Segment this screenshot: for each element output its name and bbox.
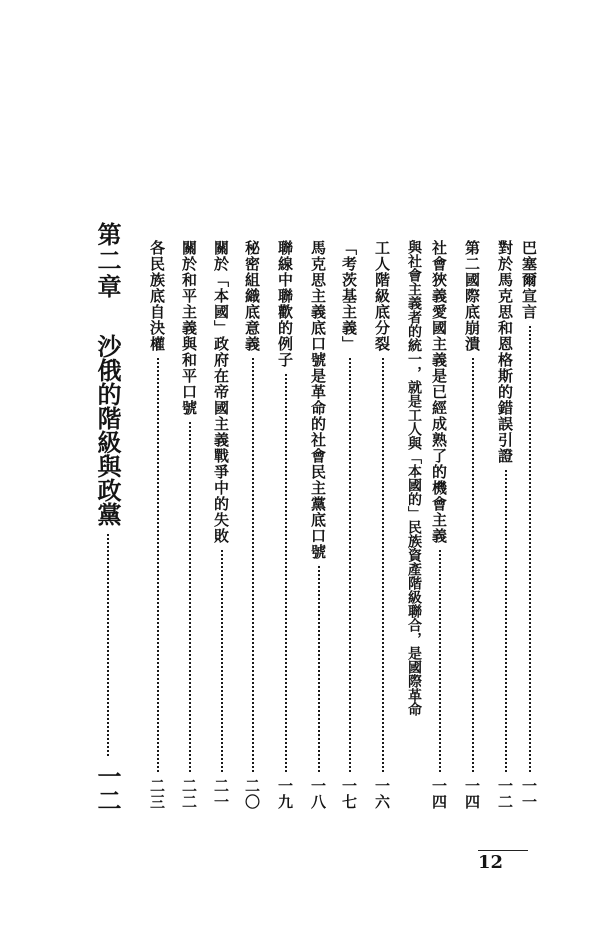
entry-title: 社會狹義愛國主義是已經成熟了的機會主義 xyxy=(430,240,448,544)
entry-page: 一九 xyxy=(276,778,294,810)
entry-title: 關於和平主義與和平口號 xyxy=(180,240,198,416)
dot-leader xyxy=(283,374,287,772)
entry-page: 一八 xyxy=(309,778,327,810)
dot-leader xyxy=(503,470,507,772)
dot-leader xyxy=(470,358,474,772)
toc-entry xyxy=(307,240,329,810)
entry-page: 一四 xyxy=(430,778,448,810)
toc-entry xyxy=(210,240,232,810)
dot-leader xyxy=(527,326,531,772)
entry-title: 巴塞爾宣言 xyxy=(520,240,538,320)
toc-entry xyxy=(428,240,450,810)
entry-title: 對於馬克思和恩格斯的錯誤引證 xyxy=(496,240,514,464)
toc-entry xyxy=(494,240,516,810)
entry-page: 二一 xyxy=(212,778,230,810)
dot-leader xyxy=(347,358,351,772)
entry-page: 一六 xyxy=(373,778,391,810)
dot-leader xyxy=(155,358,159,772)
dot-leader xyxy=(437,550,441,772)
chapter-number: 第二章 xyxy=(93,222,122,300)
toc-entry xyxy=(146,240,168,810)
entry-title: 與社會主義者的統一，就是工人與「本國的」民族資產階級聯合，是國際革命 xyxy=(406,240,422,716)
chapter-page: 一二 xyxy=(93,764,122,812)
entry-page: 二三 xyxy=(148,778,166,810)
entry-title: 聯線中聯歡的例子 xyxy=(276,240,294,368)
entry-page: 一四 xyxy=(463,778,481,810)
toc-entry-continuation xyxy=(403,240,425,810)
dot-leader xyxy=(250,358,254,772)
dot-leader xyxy=(380,358,384,772)
toc-entry xyxy=(338,240,360,810)
entry-title: 馬克思主義底口號是革命的社會民主黨底口號 xyxy=(309,240,327,560)
entry-title: 工人階級底分裂 xyxy=(373,240,391,352)
entry-title: 「考茨基主義」 xyxy=(340,240,358,352)
chapter-heading xyxy=(92,222,122,812)
entry-page: 二〇 xyxy=(243,778,261,810)
toc-entry xyxy=(241,240,263,810)
entry-page: 一二 xyxy=(496,778,514,810)
entry-title: 關於「本國」政府在帝國主義戰爭中的失敗 xyxy=(212,240,230,544)
entry-title: 各民族底自決權 xyxy=(148,240,166,352)
entry-title: 第二國際底崩潰 xyxy=(463,240,481,352)
entry-page: 一七 xyxy=(340,778,358,810)
toc-entry xyxy=(178,240,200,810)
toc-entry xyxy=(518,240,540,810)
toc-entry xyxy=(461,240,483,810)
dot-leader xyxy=(105,534,109,756)
entry-title: 秘密組織底意義 xyxy=(243,240,261,352)
dot-leader xyxy=(187,422,191,772)
chapter-title: 沙俄的階級與政黨 xyxy=(93,334,122,526)
page-number: 12 xyxy=(478,852,504,873)
toc-entry xyxy=(371,240,393,810)
dot-leader xyxy=(219,550,223,772)
toc-entry xyxy=(274,240,296,810)
folio-rule xyxy=(478,850,528,851)
entry-page: 二二 xyxy=(180,778,198,810)
entry-page: 一一 xyxy=(520,778,538,810)
dot-leader xyxy=(316,566,320,772)
